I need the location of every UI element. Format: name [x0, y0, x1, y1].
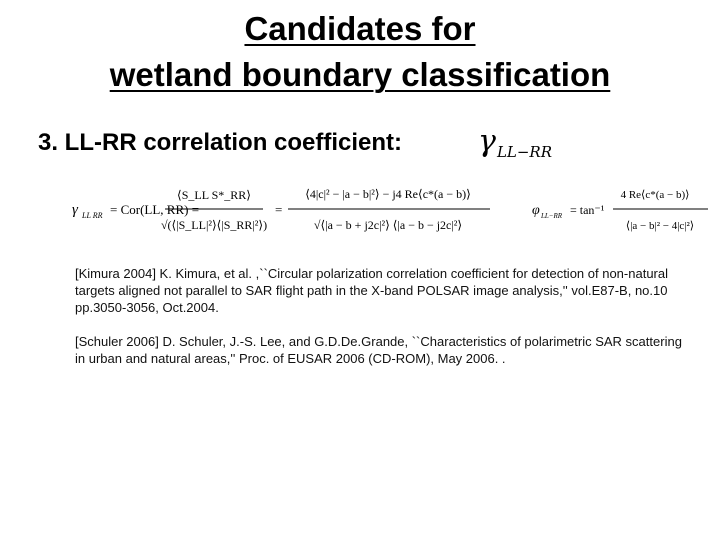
phi-lhs-sub: LL−RR [541, 212, 563, 220]
phi-equation-svg [530, 178, 712, 240]
phi-eq: = tan⁻¹ [570, 203, 605, 217]
gamma-symbol: γ [478, 124, 496, 159]
subheading: 3. LL-RR correlation coefficient: [38, 129, 403, 156]
phi-lhs: φ [532, 203, 540, 218]
gamma-equation [70, 178, 495, 244]
gamma-den: √(⟨|S_LL|²⟩⟨|S_RR|²⟩) [160, 218, 268, 232]
gamma-rhs-num: ⟨4|c|² − |a − b|²⟩ − j4 Re⟨c*(a − b)⟩ [305, 187, 471, 201]
subheading-symbol [478, 124, 552, 170]
gamma-lhs: γ [72, 202, 78, 218]
gamma-lhs-sub: LL RR [82, 211, 103, 220]
reference-schuler: [Schuler 2006] D. Schuler, J.-S. Lee, and G.D.De.Grande, ``Characteristics of polarimetric SAR scattering in urban and natural areas,'' Proc. of EUSAR 2006 (CD-ROM), May 2006. . [75, 334, 682, 366]
gamma-equation-svg [70, 178, 495, 240]
phi-equation [530, 178, 712, 244]
gamma-num: ⟨S_LL S*_RR⟩ [177, 188, 251, 202]
phi-num: 4 Re⟨c*(a − b)⟩ [620, 189, 690, 201]
svg-text:=: = [275, 202, 283, 217]
gamma-rhs-den: √⟨|a − b + j2c|²⟩ ⟨|a − b − j2c|²⟩ [313, 218, 463, 232]
slide-title [0, 6, 720, 98]
gamma-eq: = Cor(LL, RR) = [110, 202, 200, 217]
gamma-subscript: LL−RR [496, 143, 553, 161]
phi-den: ⟨|a − b|² − 4|c|²⟩ [625, 220, 695, 232]
title-line-2: wetland boundary classification [109, 56, 611, 93]
title-line-1: Candidates for [244, 10, 476, 47]
reference-kimura: [Kimura 2004] K. Kimura, et al. ,``Circular polarization correlation coefficient for detection of non-natural targets aligned not parallel to SAR flight path in the X-band POLSAR image analysis,'' vol.E87-B, no.10 pp.3050-3056, Oct.2004. [75, 266, 668, 315]
